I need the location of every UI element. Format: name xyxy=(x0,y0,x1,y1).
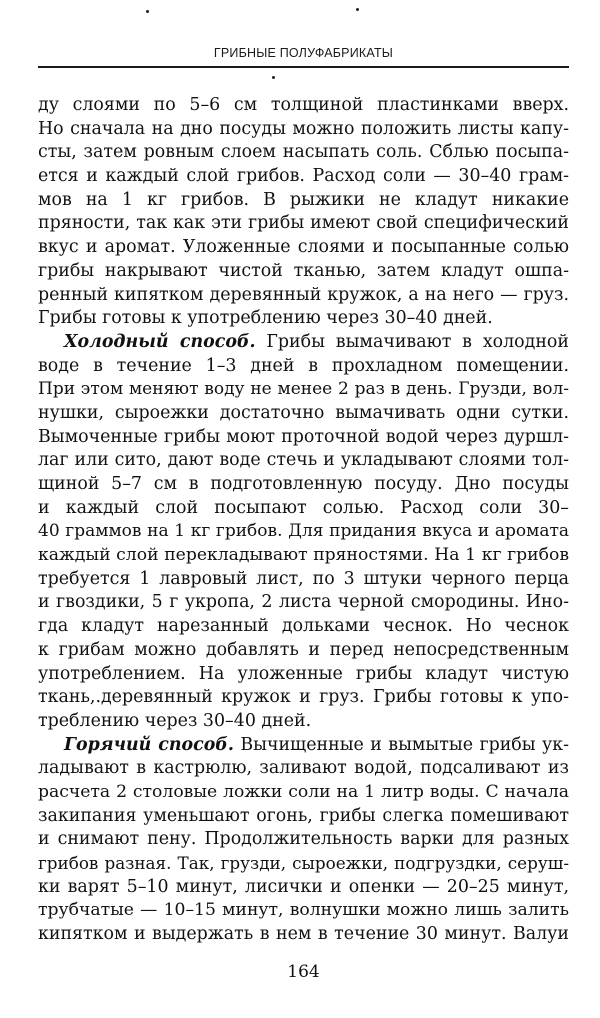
text-line: грибов разная. Так, грузди, сыроежки, подгруздки, серуш- xyxy=(38,853,569,873)
text-line: Грибы готовы к употреблению через 30–40 дней. xyxy=(38,308,493,329)
text-line: и снимают пену. Продолжительность варки для разных xyxy=(38,829,569,850)
text-line: требуется 1 лавровый лист, по 3 штуки черного перца xyxy=(38,568,569,589)
print-speck xyxy=(272,76,275,79)
text-line: воде в течение 1–3 дней в прохладном помещении. xyxy=(38,355,569,376)
text-line: и гвоздики, 5 г укропа, 2 листа черной смородины. Ино- xyxy=(38,592,569,613)
text-line: ткань,.деревянный кружок и груз. Грибы готовы к упо- xyxy=(38,687,569,708)
text-line: При этом меняют воду не менее 2 раз в день. Грузди, вол- xyxy=(38,379,569,400)
cold-method-first-line-text: Грибы вымачивают в холодной xyxy=(255,331,569,352)
text-line: кипятком и выдержать в нем в течение 30 минут. Валуи xyxy=(38,924,569,945)
text-line: ренный кипятком деревянный кружок, а на него — груз. xyxy=(38,284,569,305)
text-line: мов на 1 кг грибов. В рыжики не кладут никакие xyxy=(38,189,569,210)
text-line: грибы накрывают чистой тканью, затем кладут ошпа- xyxy=(38,260,569,281)
print-speck xyxy=(356,8,359,11)
header-rule xyxy=(38,66,569,68)
text-line: употреблением. На уложенные грибы кладут чистую xyxy=(38,663,569,684)
text-line: лаг или сито, дают воде стечь и укладывают слоями тол- xyxy=(38,450,569,471)
text-line: и каждый слой посыпают солью. Расход соли 30– xyxy=(38,497,569,518)
text-line: ется и каждый слой грибов. Расход соли — 30–40 грам- xyxy=(38,166,569,187)
text-line: 40 граммов на 1 кг грибов. Для придания вкуса и аромата xyxy=(38,521,569,542)
text-line: к грибам можно добавлять и перед непосредственным xyxy=(38,639,569,660)
hot-method-first-line-text: Вычищенные и вымытые грибы ук- xyxy=(233,734,570,755)
text-line: сты, затем ровным слоем насыпать соль. Сблью посыпа- xyxy=(38,142,569,163)
text-line: ладывают в кастрюлю, заливают водой, подсаливают из xyxy=(38,758,569,779)
text-line: нушки, сыроежки достаточно вымачивать одни сутки. xyxy=(38,402,569,423)
text-line: щиной 5–7 см в подготовленную посуду. Дно посуды xyxy=(38,474,569,494)
text-line: Но сначала на дно посуды можно положить листы капу- xyxy=(38,118,569,139)
text-line: гда кладут нарезанный дольками чеснок. Но чеснок xyxy=(38,616,569,637)
text-line: каждый слой перекладывают пряностями. На 1 кг грибов xyxy=(38,545,569,566)
cold-method-heading: Холодный способ. xyxy=(64,331,256,352)
text-line: Вымоченные грибы моют проточной водой через дуршл- xyxy=(38,426,569,447)
hot-method-first-line xyxy=(38,734,569,758)
text-line: трубчатые — 10–15 минут, волнушки можно лишь залить xyxy=(38,900,569,921)
print-speck xyxy=(146,10,149,13)
text-line: ки варят 5–10 минут, лисички и опенки — 20–25 минут, xyxy=(38,876,569,897)
cold-method-first-line xyxy=(38,331,569,355)
page-number: 164 xyxy=(287,962,320,982)
text-line: расчета 2 столовые ложки соли на 1 литр воды. С начала xyxy=(38,781,569,802)
text-line: пряности, так как эти грибы имеют свой специфический xyxy=(38,213,569,234)
text-line: ду слоями по 5–6 см толщиной пластинками вверх. xyxy=(38,95,569,115)
running-head: ГРИБНЫЕ ПОЛУФАБРИКАТЫ xyxy=(213,46,394,60)
text-line: закипания уменьшают огонь, грибы слегка помешивают xyxy=(38,805,569,826)
text-line: треблению через 30–40 дней. xyxy=(38,710,312,731)
text-line: вкус и аромат. Уложенные слоями и посыпанные солью xyxy=(38,237,569,258)
hot-method-heading: Горячий способ. xyxy=(64,734,234,755)
body-text xyxy=(38,94,569,947)
